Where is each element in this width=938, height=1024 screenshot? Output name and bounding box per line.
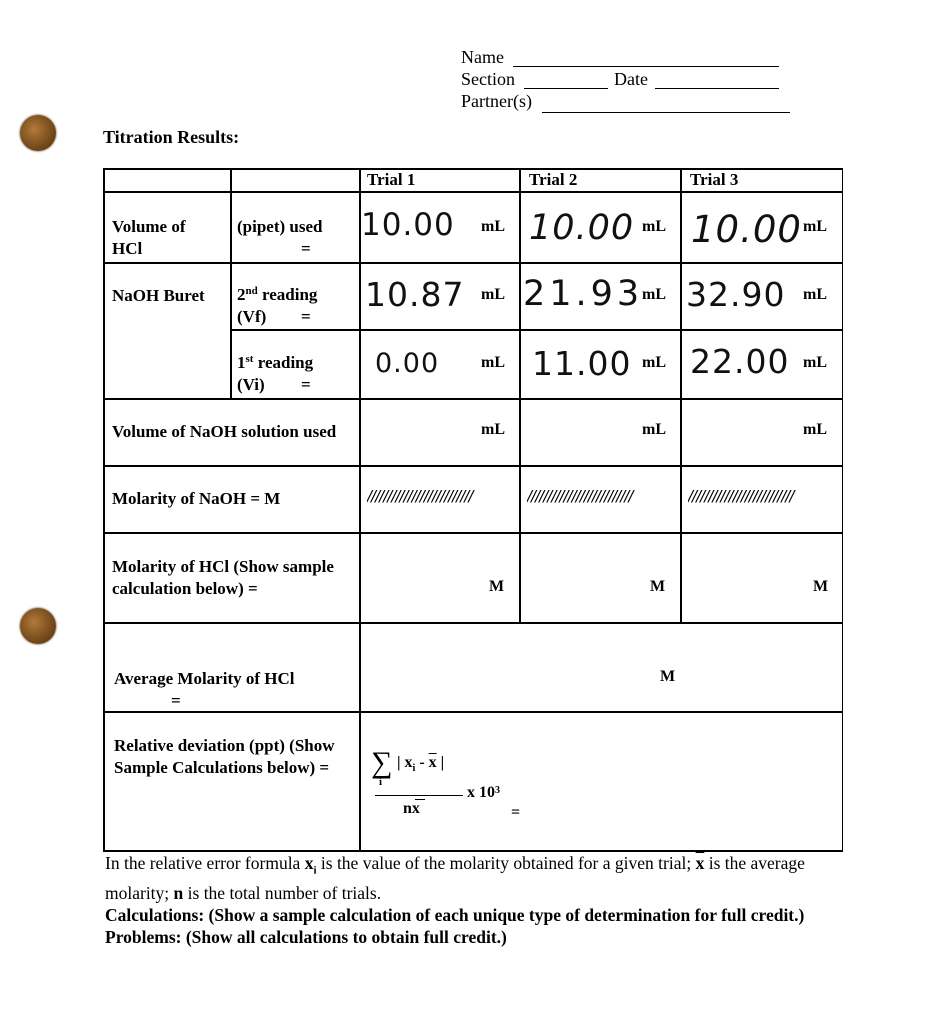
numerator-x: | x (397, 754, 413, 771)
trial-1-naoh-used-unit: mL (481, 421, 505, 438)
titration-results-table (103, 168, 843, 852)
trial-3-molarity-unit: M (813, 578, 829, 595)
trial-3-initial-unit: mL (803, 354, 827, 371)
naoh-buret-label: NaOH Buret (112, 286, 205, 305)
footer-n: n (173, 882, 184, 903)
table-border (103, 711, 843, 713)
trial-3-naoh-used-unit: mL (803, 421, 827, 438)
second-reading-label (237, 284, 317, 306)
average-molarity-label: Average Molarity of HCl (114, 669, 295, 688)
table-border (103, 168, 105, 852)
trial-1-pipet-value[interactable]: 10.00 (361, 207, 455, 243)
table-border (103, 191, 843, 193)
section-label: Section (461, 69, 515, 89)
trial-2-naoh-used-unit: mL (642, 421, 666, 438)
trial-3-initial-reading[interactable]: 22.00 (690, 342, 790, 381)
table-border (359, 168, 361, 852)
table-border (103, 398, 843, 400)
relative-deviation-label: Relative deviation (ppt) (Show Sample Calculations below) = (114, 736, 335, 777)
student-info-header (461, 46, 648, 112)
pipet-used-label: (pipet) used (237, 217, 323, 236)
table-border (103, 262, 843, 264)
denominator-bar (415, 799, 425, 800)
trial-1-initial-unit: mL (481, 354, 505, 371)
formula-explanation (105, 852, 845, 904)
name-line[interactable] (513, 66, 779, 67)
trial-1-header: Trial 1 (367, 170, 416, 189)
trial-1-initial-reading[interactable]: 0.00 (375, 348, 440, 379)
trial-2-final-reading[interactable]: 21.93 (523, 274, 644, 314)
sigma-symbol: ∑ (371, 746, 393, 779)
table-border (842, 168, 844, 852)
binder-hole-bottom (20, 608, 56, 644)
footer-text-3: is the average molarity; (105, 853, 805, 903)
second-reading-text: reading (257, 285, 318, 304)
binder-hole-top (20, 115, 56, 151)
table-border (103, 532, 843, 534)
trial-1-final-unit: mL (481, 286, 505, 303)
section-row (461, 68, 648, 90)
trial-3-pipet-value[interactable]: 10.00 (691, 208, 802, 251)
table-border (680, 168, 682, 622)
name-label: Name (461, 47, 504, 67)
trial-2-molarity-unit: M (650, 578, 666, 595)
trial-1-molarity-unit: M (489, 578, 505, 595)
table-border (103, 622, 843, 624)
date-line[interactable] (655, 88, 779, 89)
partners-row (461, 90, 532, 112)
numerator-xbar: $\overline{x}$ (428, 754, 437, 771)
pipet-equals: = (301, 239, 311, 258)
name-row (461, 46, 532, 68)
second-reading-suffix: nd (245, 285, 258, 297)
table-border (230, 329, 843, 331)
trial-2-hatch: ////////////////////////// (527, 487, 633, 505)
footer-xbar: $\overline{x}$ (695, 853, 705, 873)
first-reading-ordinal: 1 (237, 353, 246, 372)
footer-xi (304, 853, 317, 877)
table-border (519, 168, 521, 622)
average-molarity-unit: M (660, 668, 676, 685)
trial-3-pipet-unit: mL (803, 218, 827, 235)
trial-2-initial-reading[interactable]: 11.00 (532, 344, 632, 383)
problems-instruction: Problems: (Show all calculations to obtain full credit.) (105, 926, 507, 947)
formula-equals: = (511, 804, 521, 821)
formula-times (467, 784, 500, 802)
trial-2-pipet-unit: mL (642, 218, 666, 235)
date-label: Date (614, 69, 648, 89)
fraction-bar (375, 795, 463, 796)
section-line[interactable] (524, 88, 608, 89)
table-border (103, 465, 843, 467)
trial-1-pipet-unit: mL (481, 218, 505, 235)
numerator-sub: i (412, 763, 416, 775)
second-reading-ordinal: 2 (237, 285, 246, 304)
trial-1-final-reading[interactable]: 10.87 (365, 275, 465, 314)
trial-1-hatch: ////////////////////////// (367, 487, 473, 505)
molarity-hcl-label: Molarity of HCl (Show sample calculation below) = (112, 557, 334, 598)
table-border (230, 168, 232, 398)
footer-text-1: In the relative error formula (105, 853, 305, 873)
trial-3-hatch: ////////////////////////// (688, 487, 794, 505)
volume-naoh-used-label: Volume of NaOH solution used (112, 422, 337, 441)
trial-2-initial-unit: mL (642, 354, 666, 371)
first-reading-suffix: st (245, 353, 254, 365)
first-reading-text: reading (253, 353, 314, 372)
partners-label: Partner(s) (461, 91, 532, 111)
numerator-end: | (436, 754, 445, 771)
footer-text-4: is the total number of trials. (183, 882, 382, 903)
sigma-index: i (379, 776, 383, 788)
times-text: x 10 (467, 784, 495, 801)
formula-denominator: nx (403, 800, 420, 817)
footer-xi-x: x (304, 853, 314, 873)
trial-2-pipet-value[interactable]: 10.00 (529, 208, 635, 248)
partners-line[interactable] (542, 112, 790, 113)
footer-xi-sub: i (313, 864, 317, 877)
calculations-instruction: Calculations: (Show a sample calculation of each unique type of determination for full credit.) (105, 904, 805, 925)
times-exponent: 3 (495, 785, 500, 796)
footer-text-2: is the value of the molarity obtained for a given trial; (316, 853, 696, 873)
relative-deviation-formula (369, 746, 569, 830)
instructions-footer (105, 852, 845, 948)
trial-2-final-unit: mL (642, 286, 666, 303)
vi-equals: = (301, 375, 311, 394)
vi-label: (Vi) (237, 375, 265, 394)
trial-2-header: Trial 2 (529, 170, 578, 189)
vf-label: (Vf) (237, 307, 267, 326)
vf-equals: = (301, 307, 311, 326)
numerator-minus: - (415, 754, 429, 771)
average-molarity-equals: = (171, 691, 181, 710)
trial-3-final-unit: mL (803, 286, 827, 303)
volume-hcl-label: Volume of HCl (112, 217, 186, 258)
trial-3-header: Trial 3 (690, 170, 739, 189)
first-reading-label (237, 352, 313, 374)
trial-3-final-reading[interactable]: 32.90 (686, 275, 786, 314)
molarity-naoh-label: Molarity of NaOH = M (112, 489, 281, 508)
section-title: Titration Results: (103, 127, 240, 147)
formula-numerator (397, 754, 444, 774)
